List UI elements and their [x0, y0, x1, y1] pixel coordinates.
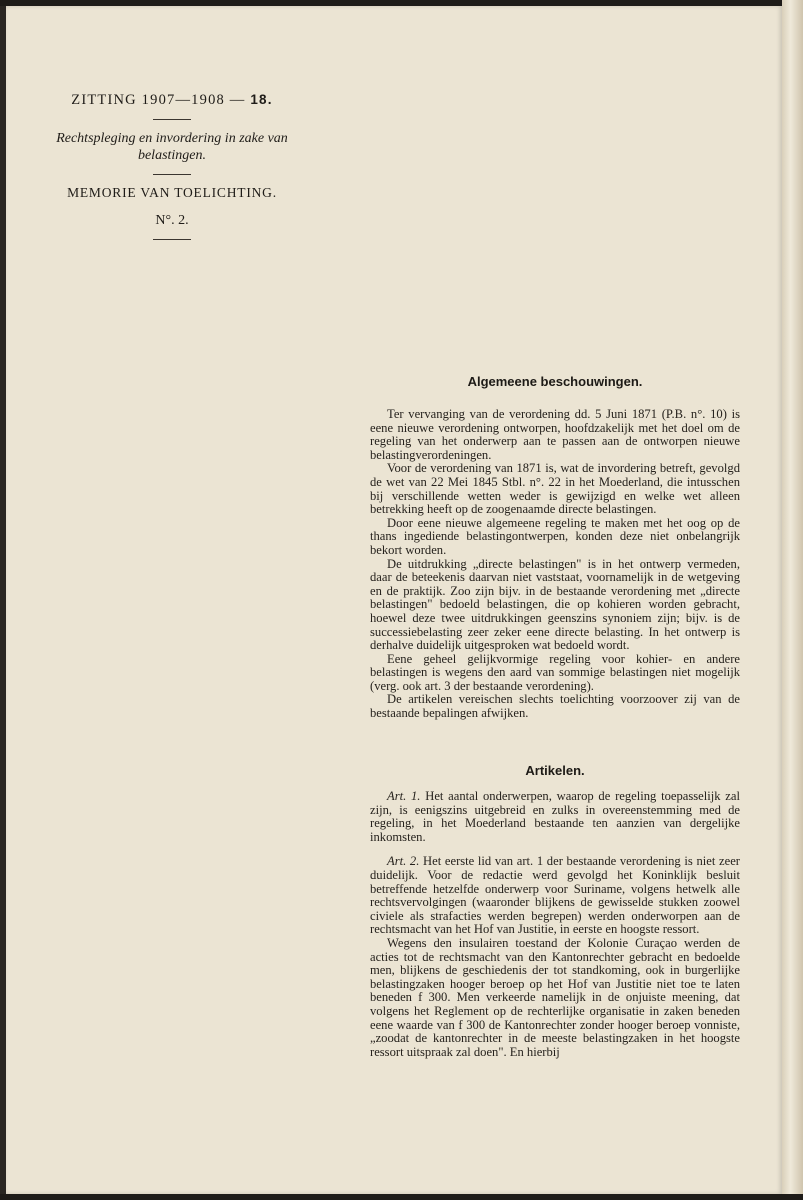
paragraph: Ter vervanging van de verordening dd. 5 Juni 1871 (P.B. n°. 10) is eene nieuwe verordening ontworpen, hoofdzakelijk met het doel om de regeling van het onderwerp aan te passen aan de ontworpen nieuwe belastingverordeningen. — [370, 407, 740, 462]
general-section-title: Algemeene beschouwingen. — [467, 374, 643, 389]
paragraph: Eene geheel gelijkvormige regeling voor kohier- en andere belastingen is wegens den aard van sommige belastingen niet mogelijk (verg. ook art. 3 der bestaande verordening). — [370, 651, 740, 693]
document-type: MEMORIE VAN TOELICHTING. — [67, 185, 277, 200]
header-rule — [153, 119, 191, 120]
article-paragraph — [370, 855, 740, 937]
paragraph: Voor de verordening van 1871 is, wat de invordering betreft, gevolgd de wet van 22 Mei 1845 Stbl. n°. 22 in het Moederland, die intusschen bij verschillende wetten weder is gewijzigd en welke wet alleen betrekking heeft op de zoogenaamde directe belastingen. — [370, 461, 740, 517]
articles-section-title: Artikelen. — [525, 763, 585, 778]
document-number: N°. 2. — [155, 213, 189, 228]
general-section-body — [370, 408, 740, 721]
session-label: ZITTING 1907—1908 — — [71, 92, 246, 108]
article-text: Het eerste lid van art. 1 der bestaande verordening is niet zeer duidelijk. Voor de redactie werd gevolgd het Koninklijk besluit betreffende hetzelfde onderwerp voor Suriname, volgens hetwelk alle rechtsvervolgingen (waaronder blijkens de gewisselde stukken zoowel civiele als strafacties werden begrepen) werden onderworpen aan de rechtsmacht van het Hof van Justitie, in eerste en hoogste ressort. — [370, 854, 740, 937]
scan-bottom-edge — [0, 1194, 803, 1200]
paragraph: De uitdrukking „directe belastingen" is in het ontwerp vermeden, daar de beteekenis daarvan niet vaststaat, voornamelijk in de wetgeving en de praktijk. Zoo zijn bijv. in de bestaande verordening met „directe belastingen" bedoeld belastingen, die op kohieren worden gebracht, hoewel deze twee uitdrukkingen geenszins synoniem zijn; bijv. is de successiebelasting zeer zeker eene directe belasting. In het ontwerp is derhalve duidelijk uitgesproken wat bedoeld wordt. — [370, 556, 740, 653]
article-text: Het aantal onderwerpen, waarop de regeling toepasselijk zal zijn, is eenigszins uitgebreid en zulks in overeenstemming med de regeling, in het Moederland bestaande ten aanzien van dergelijke inkomsten. — [370, 789, 740, 844]
page-fore-edge — [782, 0, 803, 1200]
subject-title: Rechtspleging en invordering in zake van belastingen. — [56, 131, 288, 163]
article-paragraph — [370, 790, 740, 844]
article-label: Art. 2. — [387, 854, 420, 869]
paragraph: De artikelen vereischen slechts toelichting voorzoover zij van de bestaande bepalingen afwijken. — [370, 692, 740, 721]
articles-section-body — [370, 790, 740, 1059]
paragraph: Door eene nieuwe algemeene regeling te maken met het oog op de thans ingediende belastingontwerpen, konden deze niet onbelangrijk bekort worden. — [370, 515, 740, 557]
paragraph: Wegens den insulairen toestand der Kolonie Curaçao werden de acties tot de rechtsmacht van den Kantonrechter gebracht en bedoelde men, blijkens de geschiedenis der tot standkoming, ook in burgerlijke belastingzaken hooger beroep op het Hof van Justitie niet toe te laten beneden f 300. Men verkeerde namelijk in de onjuiste meening, dat volgens het Reglement op de rechterlijke organisatie in zaken beneden eene waarde van f 300 de Kantonrechter zonder hooger beroep vonniste, „zoodat de kantonrechter in de meeste belastingzaken in het hoogste ressort uitspraak zal doen". En hierbij — [370, 935, 740, 1059]
session-number: 18. — [250, 92, 273, 107]
session-line — [52, 92, 292, 109]
header-rule — [153, 174, 191, 175]
header-rule — [153, 239, 191, 240]
article-label: Art. 1. — [387, 789, 421, 803]
document-header — [52, 92, 292, 250]
